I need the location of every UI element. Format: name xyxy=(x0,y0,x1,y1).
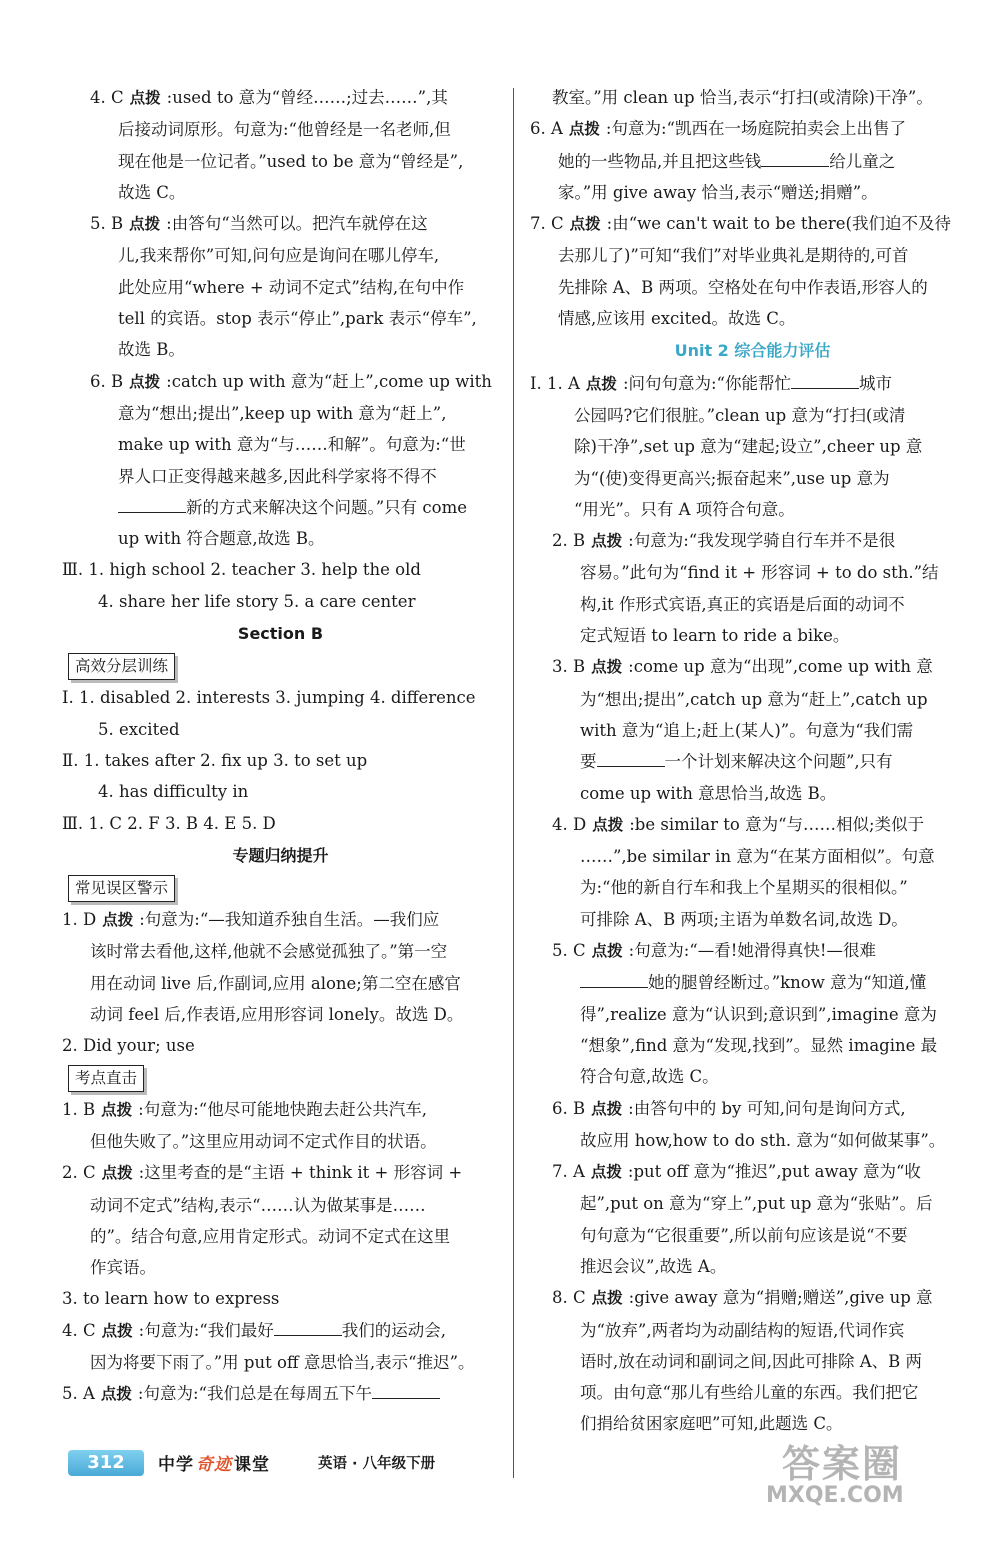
training-part2-line1: Ⅱ. 1. takes after 2. fix up 3. to set up xyxy=(62,750,368,770)
continued-line: 教室。”用 clean up 恰当,表示“打扫(或清除)干净”。 xyxy=(552,88,933,107)
section-b-title: Section B xyxy=(237,624,324,644)
page-number-badge: 312 xyxy=(68,1450,144,1476)
training-part1-line2: 5. excited xyxy=(98,719,180,739)
training-part1-line1: Ⅰ. 1. disabled 2. interests 3. jumping 4. difference xyxy=(62,688,476,708)
unit2-answer-7: 7. A 点拨 :put off 意为“推迟”,put away 意为“收 起”,put on 意为“穿上”,put up 意为“张贴”。后 句句意为“它很重要”,所以前句应该是说“不要 推迟会议”,故选 A。 xyxy=(552,1162,933,1276)
page-footer xyxy=(68,1446,498,1484)
unit2-answer-2: 2. B 点拨 :句意为:“我发现学骑自行车并不是很 容易。”此句为“find it + 形容词 + to do sth.”结 构,it 作形式宾语,真正的宾语是后面的动词不 定式短语 to learn to ride a bike。 xyxy=(552,531,939,646)
answer-r6: 6. A 点拨 :句意为:“凯西在一场庭院拍卖会上出售了 她的一些物品,并且把这些钱 给儿童之 家。”用 give away 恰当,表示“赠送;捐赠”。 xyxy=(530,119,906,202)
unit2-answer-8: 8. C 点拨 :give away 意为“捐赠;赠送”,give up 意 为“放弃”,两者均为动副结构的短语,代词作宾 语时,放在动词和副词之间,因此可排除 A、B 两 项。由句意“那儿有些给儿童的东西。我们把它 们捐给贫困家庭吧”可知,此题选 C。 xyxy=(552,1288,933,1434)
keypoint-2: 2. C 点拨 :这里考查的是“主语 + think it + 形容词 + 动词不定式”结构,表示“……认为做某事是…… 的”。结合句意,应用肯定形式。动词不定式在这里 作宾语。 xyxy=(62,1163,463,1278)
keypoint-4: 4. C 点拨 :句意为:“我们最好 我们的运动会, 因为将要下雨了。”用 put off 意思恰当,表示“推迟”。 xyxy=(62,1315,499,1379)
unit2-answer-1: Ⅰ. 1. A 点拨 :问句句意为:“你能帮忙 城市 公园吗?它们很脏。”clean up 意为“打扫(或清 除)干净”,set up 意为“建起;设立”,cheer up 意 为“(使)变得更高兴;振奋起来”,use up 意为 “用光”。只有 A 项符合句意。 xyxy=(530,368,975,525)
unit2-answer-3: 3. B 点拨 :come up 意为“出现”,come up with 意 为“想出;提出”,catch up 意为“赶上”,catch up with 意为“追上;赶上(某人)”。句意为“我们需 要 一个计划来解决这个问题”,只有 come up with 意思恰当,故选 B。 xyxy=(552,657,933,803)
section-a-part3-line2: 4. share her life story 5. a care center xyxy=(98,591,416,611)
box-heading-keypoints: 考点直击 xyxy=(68,1065,144,1092)
keypoint-1: 1. B 点拨 :句意为:“他尽可能地快跑去赶公共汽车, 但他失败了。”这里应用动词不定式作目的状语。 xyxy=(62,1099,437,1151)
unit2-answer-4: 4. D 点拨 :be similar to 意为“与……相似;类似于 ……”,be similar in 意为“在某方面相似”。句意 为:“他的新自行车和我上个星期买的很相似。” 可排除 A、B 两项;主语为单数名词,故选 D。 xyxy=(552,814,935,929)
subject-label: 英语 · 八年级下册 xyxy=(318,1456,436,1472)
keypoint-5: 5. A 点拨 :句意为:“我们总是在每周五下午 xyxy=(62,1378,499,1410)
answer-4: 4. C 点拨 :used to 意为“曾经……;过去……”,其 后接动词原形。句意为:“他曾经是一名老师,但 现在他是一位记者。”used to be 意为“曾经是”, 故选 C。 xyxy=(90,88,464,202)
mistake-2: 2. Did your; use xyxy=(62,1036,195,1056)
mistake-1: 1. D 点拨 :句意为:“—我知道乔独自生活。—我们应 该时常去看他,这样,他就不会感觉孤独了。”第一空 用在动词 live 后,作副词,应用 alone;第二空在感官 动词 feel 后,作表语,应用形容词 lonely。故选 D。 xyxy=(62,910,464,1025)
answer-r7: 7. C 点拨 :由“we can't wait to be there(我们迫不及待 去那儿了)”可知“我们”对毕业典礼是期待的,可首 先排除 A、B 两项。空格处在句中作表语,形容人的 情感,应该用 excited。故选 C。 xyxy=(530,214,951,329)
right-column xyxy=(530,82,975,1440)
unit2-answer-5: 5. C 点拨 :句意为:“—看!她滑得真快!—很难 她的腿曾经断过。”know 意为“知道,懂 得”,realize 意为“认识到;意识到”,imagine 意为 “想象”,find 意为“发现,找到”。显然 imagine 最 符合句意,故选 C。 xyxy=(552,941,938,1087)
keypoint-3: 3. to learn how to express xyxy=(62,1289,280,1309)
training-part2-line2: 4. has difficulty in xyxy=(98,782,249,802)
training-part3: Ⅲ. 1. C 2. F 3. B 4. E 5. D xyxy=(62,813,276,833)
unit2-answer-6: 6. B 点拨 :由答句中的 by 可知,问句是询问方式, 故应用 how,how to do sth. 意为“如何做某事”。 xyxy=(552,1098,946,1150)
unit2-title: Unit 2 综合能力评估 xyxy=(674,341,831,361)
column-divider xyxy=(513,88,514,1478)
site-watermark: 答案圈 MXQE.COM xyxy=(766,1442,904,1508)
section-a-part3-line1: Ⅲ. 1. high school 2. teacher 3. help the old xyxy=(62,560,421,580)
book-brand: 中学 奇迹 课堂 xyxy=(158,1455,270,1475)
answer-5: 5. B 点拨 :由答句“当然可以。把汽车就停在这 儿,我来帮你”可知,问句应是询问在哪儿停车, 此处应用“where + 动词不定式”结构,在句中作 tell 的宾语。stop 表示“停止”,park 表示“停车”, 故选 B。 xyxy=(90,214,477,360)
box-heading-mistakes: 常见误区警示 xyxy=(68,875,175,902)
box-heading-training: 高效分层训练 xyxy=(68,653,175,680)
left-column xyxy=(62,82,499,1411)
answer-6: 6. B 点拨 :catch up with 意为“赶上”,come up with 意为“想出;提出”,keep up with 意为“赶上”, make up with 意为“与……和解”。句意为:“世 界人口正变得越来越多,因此科学家将不得不 新的方式来解决这个问题。”只有 come up with 符合题意,故选 B。 xyxy=(90,371,492,549)
topic-title: 专题归纳提升 xyxy=(232,845,329,865)
